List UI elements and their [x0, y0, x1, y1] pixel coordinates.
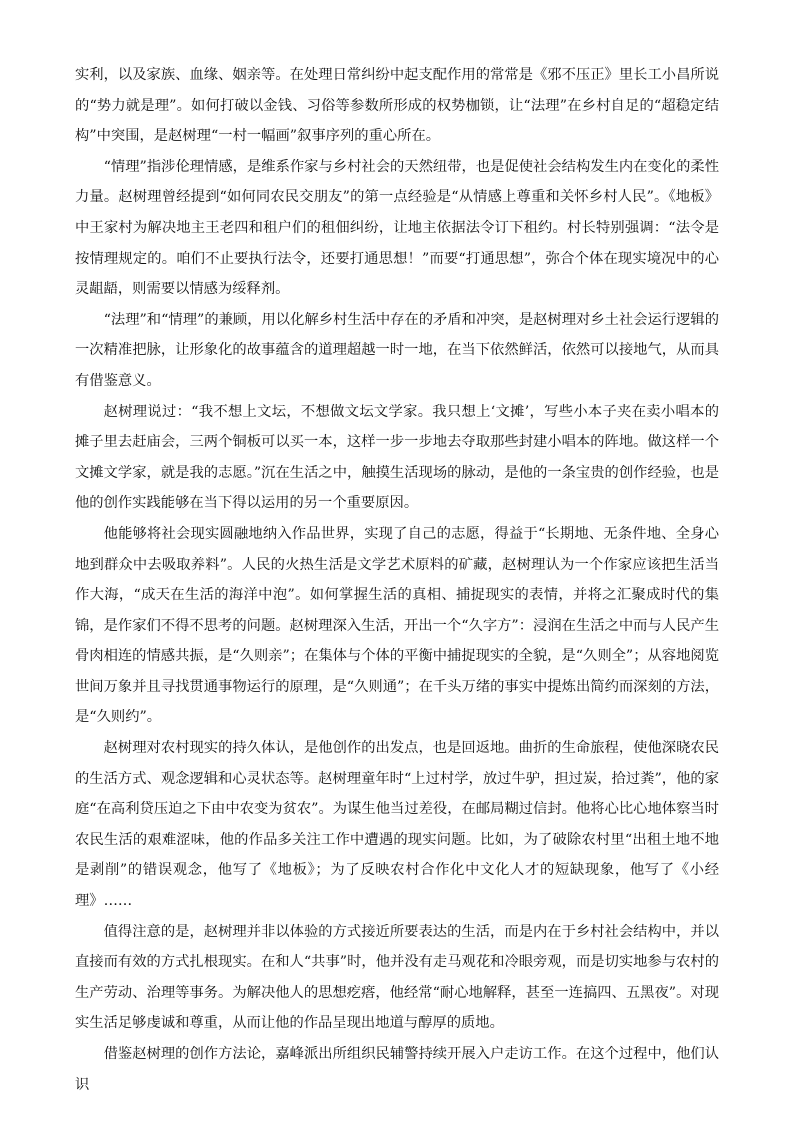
- paragraph: 实利，以及家族、血缘、姻亲等。在处理日常纠纷中起支配作用的常常是《邪不压正》里长工小昌所说的“势力就是理”。如何打破以金钱、习俗等参数所形成的权势枷锁，让“法理”在乡村自足的“超稳定结构”中突围，是赵树理“一村一幅画”叙事序列的重心所在。: [75, 67, 719, 145]
- document-body: [75, 60, 719, 1100]
- paragraph: “情理”指涉伦理情感，是维系作家与乡村社会的天然纽带，也是促使社会结构发生内在变化的柔性力量。赵树理曾经提到“如何同农民交朋友”的第一点经验是“从情感上尊重和关怀乡村人民”。《地板》中王家村为解决地主王老四和租户们的租佃纠纷，让地主依据法令订下租约。村长特别强调：“法令是按情理规定的。咱们不止要执行法令，还要打通思想！”而要“打通思想”，弥合个体在现实境况中的心灵龃龉，则需要以情感为绥释剂。: [75, 158, 719, 298]
- paragraph: 赵树理对农村现实的持久体认，是他创作的出发点，也是回返地。曲折的生命旅程，使他深晓农民的生活方式、观念逻辑和心灵状态等。赵树理童年时“上过村学，放过牛驴，担过炭，拾过粪”，他的家庭“在高利贷压迫之下由中农变为贫农”。为谋生他当过差役，在邮局糊过信封。他将心比心地体察当时农民生活的艰难涩味，他的作品多关注工作中遭遇的现实问题。比如，为了破除农村里“出租土地不地是剥削”的错误观念，他写了《地板》；为了反映农村合作化中文化人才的短缺现象，他写了《小经理》……: [75, 740, 719, 910]
- paragraph: 他能够将社会现实圆融地纳入作品世界，实现了自己的志愿，得益于“长期地、无条件地、全身心地到群众中去吸取养料”。人民的火热生活是文学艺术原料的矿藏，赵树理认为一个作家应该把生活当作大海，“成天在生活的海洋中泡”。如何掌握生活的真相、捕捉现实的表情，并将之汇聚成时代的集锦，是作家们不得不思考的问题。赵树理深入生活，开出一个“久字方”：浸润在生活之中而与人民产生骨肉相连的情感共振，是“久则亲”；在集体与个体的平衡中捕捉现实的全貌，是“久则全”；从容地阅览世间万象并且寻找贯通事物运行的原理，是“久则通”；在千头万绪的事实中提炼出简约而深刻的方法，是“久则约”。: [75, 525, 719, 726]
- paragraph: 借鉴赵树理的创作方法论，嘉峰派出所组织民辅警持续开展入户走访工作。在这个过程中，他们认识: [75, 1046, 719, 1093]
- paragraph: 值得注意的是，赵树理并非以体验的方式接近所要表达的生活，而是内在于乡村社会结构中，并以直接而有效的方式扎根现实。在和人“共事”时，他并没有走马观花和冷眼旁观，而是切实地参与农村的生产劳动、治理等事务。为解决他人的思想疙瘩，他经常“耐心地解释，甚至一连搞四、五黑夜”。对现实生活足够虔诚和尊重，从而让他的作品呈现出地道与醇厚的质地。: [75, 923, 719, 1032]
- paragraph: 赵树理说过：“我不想上文坛，不想做文坛文学家。我只想上‘文摊’，写些小本子夹在卖小唱本的摊子里去赶庙会，三两个铜板可以买一本，这样一步一步地去夺取那些封建小唱本的阵地。做这样一个文摊文学家，就是我的志愿。”沉在生活之中，触摸生活现场的脉动，是他的一条宝贵的创作经验，也是他的创作实践能够在当下得以运用的另一个重要原因。: [75, 403, 719, 512]
- paragraph: “法理”和“情理”的兼顾，用以化解乡村生活中存在的矛盾和冲突，是赵树理对乡土社会运行逻辑的一次精准把脉，让形象化的故事蕴含的道理超越一时一地，在当下依然鲜活，依然可以接地气，从而具有借鉴意义。: [75, 311, 719, 389]
